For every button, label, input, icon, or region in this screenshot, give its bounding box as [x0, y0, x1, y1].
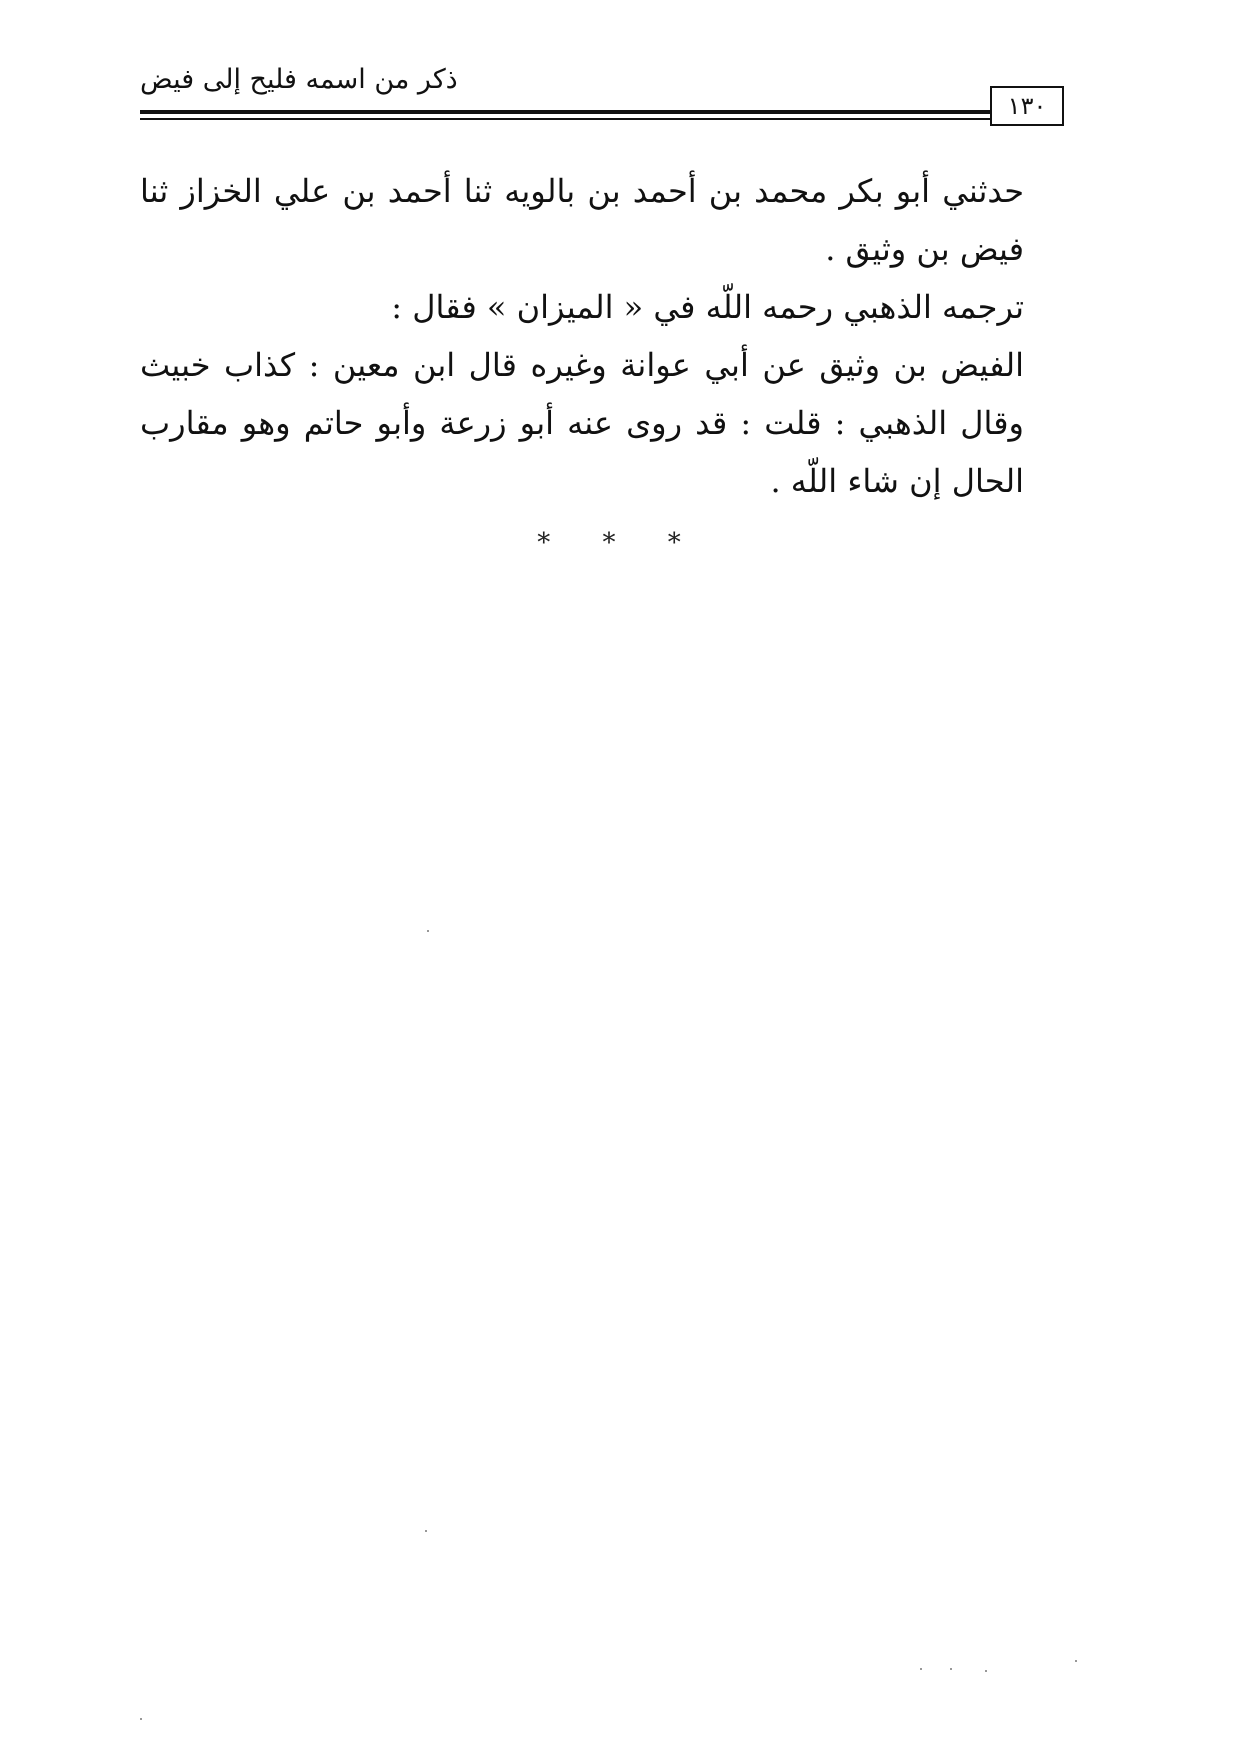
page-number [990, 86, 1064, 126]
paragraph-tarjama-intro: ترجمه الذهبي رحمه اللّه في « الميزان » فقال : [391, 288, 1024, 326]
scan-speck [1075, 1660, 1077, 1662]
header-rule-thin [140, 118, 990, 120]
scan-speck [950, 1668, 952, 1670]
body-text [140, 162, 1064, 510]
scan-speck [985, 1670, 987, 1672]
scan-speck [427, 930, 429, 932]
section-separator: * * * [537, 528, 703, 558]
header-rule-thick [140, 110, 990, 114]
scan-speck [920, 1668, 922, 1670]
scan-speck [140, 1718, 142, 1720]
paragraph-tarjama-quote: الفيض بن وثيق عن أبي عوانة وغيره قال ابن معين : كذاب خبيث وقال الذهبي : قلت : قد روى عنه أبو زرعة وأبو حاتم وهو مقارب الحال إن شاء اللّه . [140, 346, 1024, 500]
page-number-label: ١٣٠ [1007, 92, 1047, 120]
running-header-title: ذكر من اسمه فليح إلى فيض [140, 64, 458, 95]
paragraph-isnad: حدثني أبو بكر محمد بن أحمد بن بالويه ثنا أحمد بن علي الخزاز ثنا فيض بن وثيق . [140, 172, 1024, 268]
scan-speck [425, 1530, 427, 1532]
